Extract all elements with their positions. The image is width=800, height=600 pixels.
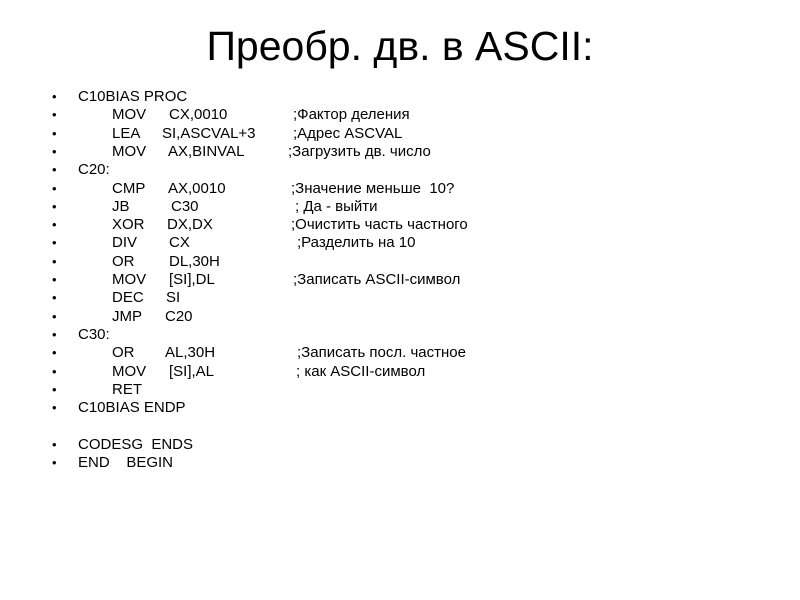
code-operand: AL,30H — [165, 344, 216, 362]
code-comment: ;Загрузить дв. число — [288, 142, 431, 160]
bullet-icon: • — [52, 180, 57, 196]
code-label: C10BIAS ENDP — [78, 399, 186, 417]
code-operand: CX — [169, 234, 190, 252]
code-opcode: MOV — [112, 106, 147, 124]
code-operand: C20 — [165, 307, 193, 325]
code-comment: ; Да - выйти — [295, 197, 378, 215]
slide-title: Преобр. дв. в ASCII: — [206, 23, 594, 69]
code-operand: SI,ASCVAL+3 — [162, 124, 256, 142]
code-operand: AX,BINVAL — [168, 142, 245, 160]
code-opcode: RET — [112, 380, 142, 398]
code-operand: DL,30H — [169, 252, 220, 270]
bullet-icon: • — [52, 381, 57, 397]
bullet-icon: • — [52, 217, 57, 233]
bullet-icon: • — [52, 290, 57, 306]
bullet-icon: • — [52, 326, 57, 342]
code-comment: ;Очистить часть частного — [291, 216, 468, 234]
code-label: C30: — [78, 325, 110, 343]
code-opcode: JB — [112, 197, 130, 215]
code-opcode: LEA — [112, 124, 141, 142]
code-comment: ;Фактор деления — [293, 106, 410, 124]
code-comment: ;Записать посл. частное — [297, 344, 466, 362]
bullet-icon: • — [52, 400, 57, 416]
bullet-icon: • — [52, 253, 57, 269]
bullet-icon: • — [52, 107, 57, 123]
code-label: CODESG ENDS — [78, 435, 194, 453]
code-opcode: MOV — [112, 362, 147, 380]
code-operand: CX,0010 — [169, 106, 228, 124]
code-operand: C30 — [171, 197, 199, 215]
code-comment: ; как ASCII-символ — [296, 362, 426, 380]
bullet-icon: • — [52, 143, 57, 159]
bullet-icon: • — [52, 363, 57, 379]
code-operand: SI — [166, 289, 181, 307]
code-label: C10BIAS PROC — [78, 88, 188, 105]
code-opcode: MOV — [112, 142, 147, 160]
code-opcode: JMP — [112, 307, 142, 325]
code-opcode: XOR — [112, 216, 145, 234]
bullet-icon: • — [52, 198, 57, 214]
code-opcode: CMP — [112, 179, 146, 197]
bullet-icon: • — [52, 89, 57, 104]
code-comment: ;Адрес ASCVAL — [293, 124, 403, 142]
code-opcode: DEC — [112, 289, 144, 307]
code-operand: [SI],AL — [169, 362, 215, 380]
code-operand: DX,DX — [167, 216, 213, 234]
code-operand: AX,0010 — [168, 179, 226, 197]
bullet-icon: • — [52, 345, 57, 361]
bullet-icon: • — [52, 235, 57, 251]
code-label: C20: — [78, 161, 110, 179]
bullet-icon: • — [52, 162, 57, 178]
code-opcode: OR — [112, 344, 135, 362]
bullet-icon: • — [52, 125, 57, 141]
code-opcode: MOV — [112, 271, 147, 288]
bullet-icon: • — [52, 455, 57, 470]
code-comment: ;Записать ASCII-символ — [293, 271, 461, 288]
code-label: END BEGIN — [78, 454, 174, 471]
code-opcode: OR — [112, 252, 135, 270]
code-operand: [SI],DL — [169, 271, 215, 288]
bullet-icon: • — [52, 308, 57, 324]
code-comment: ;Значение меньше 10? — [291, 179, 455, 197]
code-comment: ;Разделить на 10 — [297, 234, 416, 252]
bullet-icon: • — [52, 272, 57, 287]
bullet-icon: • — [52, 436, 57, 452]
code-opcode: DIV — [112, 234, 138, 252]
